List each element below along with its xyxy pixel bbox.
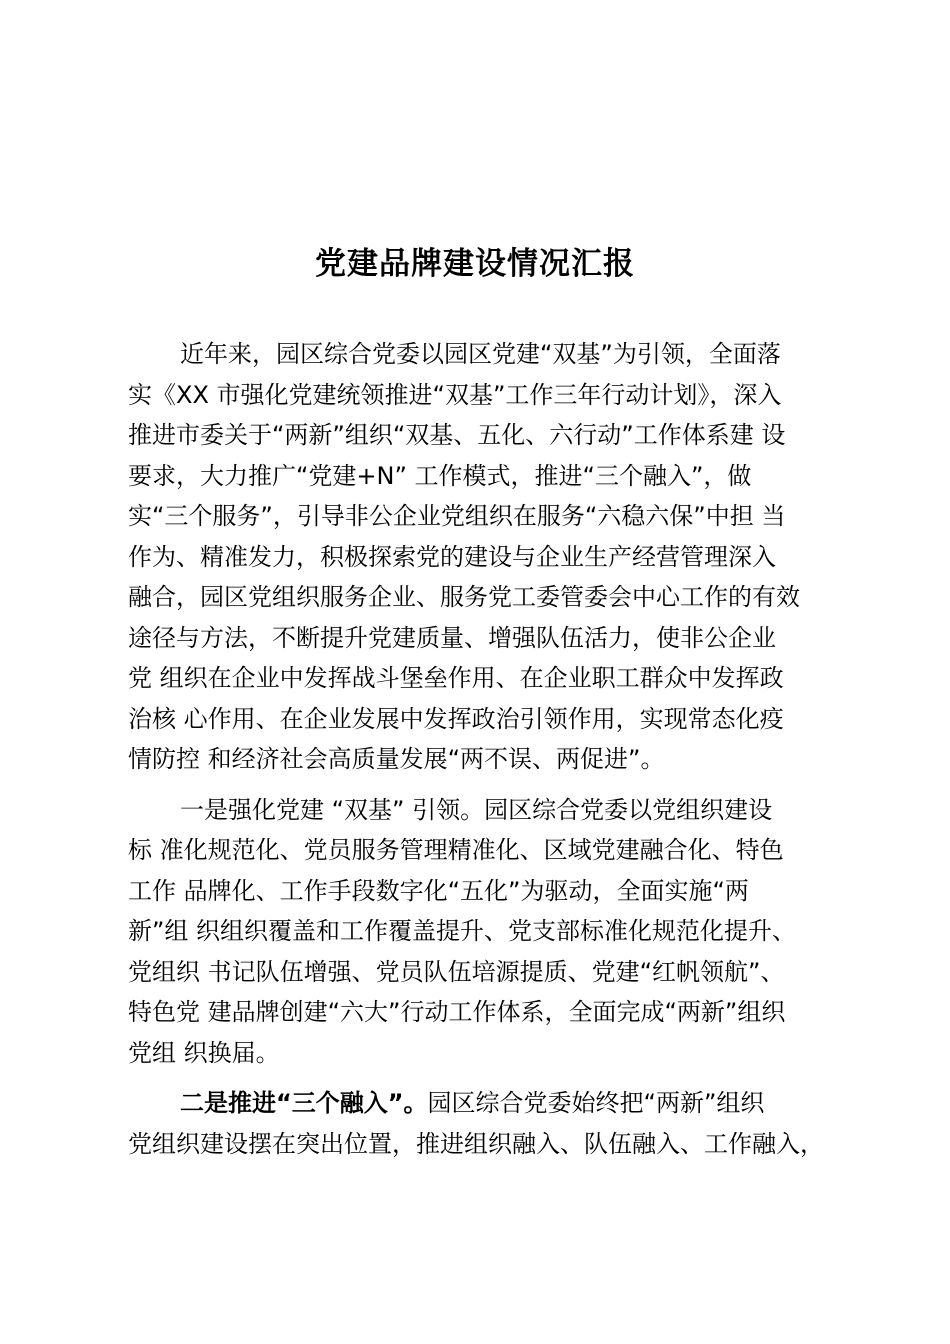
text-line: 一是强化党建 “双基” 引领。园区综合党委以党组织建设 bbox=[180, 795, 773, 824]
text-line: 作为、精准发力，积极探索党的建设与企业生产经营管理深入 bbox=[128, 542, 776, 571]
text-line: 治核 心作用、在企业发展中发挥政治引领作用，实现常态化疫 bbox=[128, 704, 784, 733]
text-line: 要求，大力推广“党建+N” 工作模式，推进“三个融入”，做 bbox=[128, 461, 752, 490]
paragraph-lead-heading: 二是推进“三个融入”。 bbox=[180, 1089, 428, 1117]
text-line: 推进市委关于“两新”组织“双基、五化、六行动”工作体系建 设 bbox=[128, 421, 786, 449]
text-line: 实“三个服务”，引导非公企业党组织在服务“六稳六保”中担 当 bbox=[128, 502, 786, 530]
text-line: 新”组 织组织覆盖和工作覆盖提升、党支部标准化规范化提升、 bbox=[128, 917, 797, 945]
text-line: 特色党 建品牌创建“六大”行动工作体系，全面完成“两新”组织 bbox=[128, 998, 786, 1026]
text-segment: 园区综合党委始终把“两新”组织 bbox=[427, 1089, 765, 1117]
text-line: 标 准化规范化、党员服务管理精准化、区域党建融合化、特色 bbox=[128, 836, 784, 864]
text-line: 党组 织换届。 bbox=[128, 1038, 280, 1067]
text-line: 党组织 书记队伍增强、党员队伍培源提质、党建“红帆领航”、 bbox=[128, 957, 785, 986]
text-line: 情防控 和经济社会高质量发展“两不误、两促进”。 bbox=[128, 745, 665, 773]
document-body bbox=[128, 334, 828, 1164]
text-line: 融合，园区党组织服务企业、服务党工委管委会中心工作的有效 bbox=[128, 583, 800, 611]
text-line: 党 组织在企业中发挥战斗堡垒作用、在企业职工群众中发挥政 bbox=[128, 664, 784, 692]
paragraph-point-one bbox=[128, 790, 828, 1074]
paragraph-intro bbox=[128, 334, 828, 780]
text-line: 工作 品牌化、工作手段数字化“五化”为驱动，全面实施“两 bbox=[128, 876, 749, 905]
document-title: 党建品牌建设情况汇报 bbox=[315, 246, 635, 282]
text-line bbox=[128, 1083, 828, 1124]
text-line: 实《XX 市强化党建统领推进“双基”工作三年行动计划》，深入 bbox=[128, 380, 782, 409]
text-line: 近年来，园区综合党委以园区党建“双基”为引领，全面落 bbox=[180, 340, 781, 368]
paragraph-point-two bbox=[128, 1083, 828, 1164]
text-line: 途径与方法，不断提升党建质量、增强队伍活力，使非公企业 bbox=[128, 623, 776, 652]
text-line: 党组织建设摆在突出位置，推进组织融入、队伍融入、工作融入， bbox=[128, 1129, 824, 1158]
